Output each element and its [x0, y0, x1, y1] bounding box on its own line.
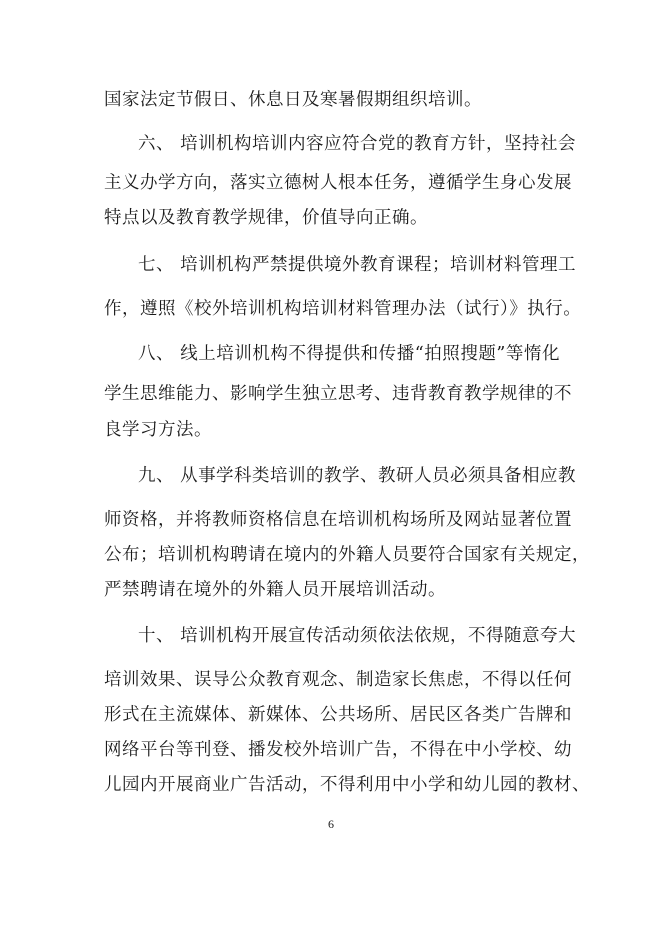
paragraph-line: 形式在主流媒体、新媒体、公共场所、居民区各类广告牌和	[104, 705, 572, 725]
paragraph-line: 培训效果、误导公众教育观念、制造家长焦虑，不得以任何	[104, 670, 572, 690]
paragraph-line: 师资格，并将教师资格信息在培训机构场所及网站显著位置	[104, 510, 572, 530]
paragraph-line: 严禁聘请在境外的外籍人员开展培训活动。	[104, 580, 446, 600]
paragraph-line: 国家法定节假日、休息日及寒暑假期组织培训。	[104, 90, 482, 110]
paragraph-line: 六、 培训机构培训内容应符合党的教育方针，坚持社会	[138, 134, 577, 154]
paragraph-line: 作，遵照《校外培训机构培训材料管理办法（试行）》执行。	[104, 299, 582, 319]
paragraph-line: 网络平台等刊登、播发校外培训广告，不得在中小学校、幼	[104, 740, 572, 760]
paragraph-line: 儿园内开展商业广告活动，不得利用中小学和幼儿园的教材、	[104, 775, 590, 795]
paragraph-line: 九、 从事学科类培训的教学、教研人员必须具备相应教	[138, 466, 577, 486]
paragraph-line: 公布；培训机构聘请在境内的外籍人员要符合国家有关规定，	[104, 545, 590, 565]
paragraph-line: 七、 培训机构严禁提供境外教育课程；培训材料管理工	[138, 255, 577, 275]
paragraph-line: 十、 培训机构开展宣传活动须依法依规，不得随意夸大	[138, 626, 577, 646]
page-number: 6	[328, 817, 334, 831]
paragraph-line: 主义办学方向，落实立德树人根本任务，遵循学生身心发展	[104, 173, 572, 193]
paragraph-line: 特点以及教育教学规律，价值导向正确。	[104, 208, 428, 228]
paragraph-line: 良学习方法。	[104, 420, 212, 440]
paragraph-line: 八、 线上培训机构不得提供和传播“拍照搜题”等惰化	[138, 344, 560, 364]
paragraph-line: 学生思维能力、影响学生独立思考、违背教育教学规律的不	[104, 384, 572, 404]
